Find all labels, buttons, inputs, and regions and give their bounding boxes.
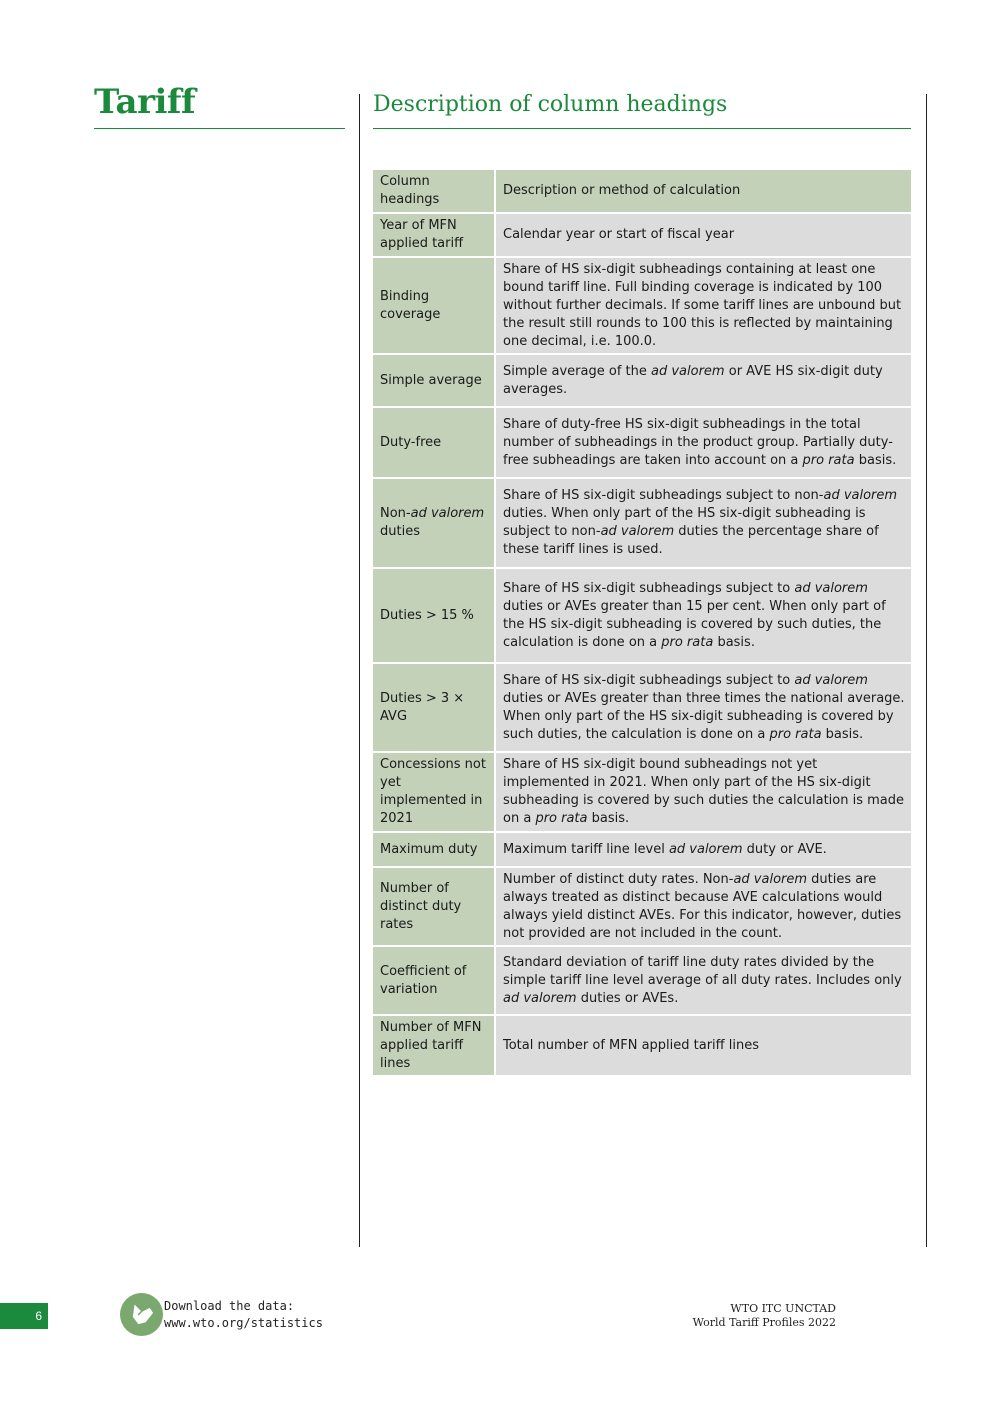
column-headings-table <box>373 170 911 1077</box>
description-cell: Simple average of the ad valorem or AVE HS six-digit duty averages. <box>495 354 911 407</box>
description-cell: Calendar year or start of fiscal year <box>495 213 911 257</box>
heading-cell: Year of MFN applied tariff <box>373 213 495 257</box>
heading-cell: Duties > 15 % <box>373 568 495 663</box>
table-header-row <box>373 170 911 213</box>
download-link[interactable] <box>164 1298 323 1332</box>
table-row <box>373 354 911 407</box>
hand-pointer-icon <box>120 1293 163 1336</box>
table-row <box>373 867 911 946</box>
column-divider-right <box>926 94 927 1247</box>
table-row <box>373 663 911 752</box>
description-cell: Maximum tariff line level ad valorem duty or AVE. <box>495 832 911 867</box>
table-row <box>373 946 911 1015</box>
column-divider-left <box>359 94 360 1247</box>
heading-cell: Concessions not yet implemented in 2021 <box>373 752 495 832</box>
publication-info <box>693 1302 836 1330</box>
download-url[interactable]: www.wto.org/statistics <box>164 1316 323 1330</box>
description-cell: Total number of MFN applied tariff lines <box>495 1015 911 1076</box>
table-row <box>373 478 911 568</box>
table-row <box>373 832 911 867</box>
description-cell: Share of HS six-digit subheadings subject to ad valorem duties or AVEs greater than three times the national average. When only part of the HS six-digit subheading is covered by such duties, the calculation is done on a pro rata basis. <box>495 663 911 752</box>
heading-cell: Binding coverage <box>373 257 495 354</box>
table-header-cell: Column headings <box>373 170 495 213</box>
table-row <box>373 568 911 663</box>
description-cell: Share of HS six-digit subheadings containing at least one bound tariff line. Full binding coverage is indicated by 100 without further decimals. If some tariff lines are unbound but the result still rounds to 100 this is reflected by maintaining one decimal, i.e. 100.0. <box>495 257 911 354</box>
description-cell: Share of HS six-digit bound subheadings not yet implemented in 2021. When only part of the HS six-digit subheading is covered by such duties the calculation is made on a pro rata basis. <box>495 752 911 832</box>
heading-cell: Non-ad valorem duties <box>373 478 495 568</box>
section-title: Tariff <box>94 80 345 129</box>
description-cell: Number of distinct duty rates. Non-ad valorem duties are always treated as distinct because AVE calculations would always yield distinct AVEs. For this indicator, however, duties not provided are not included in the count. <box>495 867 911 946</box>
table-row <box>373 752 911 832</box>
heading-cell: Duty-free <box>373 407 495 478</box>
description-cell: Share of HS six-digit subheadings subject to ad valorem duties or AVEs greater than 15 per cent. When only part of the HS six-digit subheading is covered by such duties, the calculation is done on a pro rata basis. <box>495 568 911 663</box>
table-header-cell: Description or method of calculation <box>495 170 911 213</box>
page-title: Description of column headings <box>373 88 911 129</box>
table-row <box>373 213 911 257</box>
description-cell: Standard deviation of tariff line duty rates divided by the simple tariff line level average of all duty rates. Includes only ad valorem duties or AVEs. <box>495 946 911 1015</box>
table-row <box>373 407 911 478</box>
download-label: Download the data: <box>164 1299 295 1313</box>
description-cell: Share of HS six-digit subheadings subject to non-ad valorem duties. When only part of the HS six-digit subheading is subject to non-ad valorem duties the percentage share of these tariff lines is used. <box>495 478 911 568</box>
heading-cell: Maximum duty <box>373 832 495 867</box>
table-row <box>373 1015 911 1076</box>
publisher-line: WTO ITC UNCTAD <box>730 1302 836 1315</box>
page-number: 6 <box>0 1303 48 1329</box>
heading-cell: Simple average <box>373 354 495 407</box>
description-cell: Share of duty-free HS six-digit subheadings in the total number of subheadings in the product group. Partially duty-free subheadings are taken into account on a pro rata basis. <box>495 407 911 478</box>
heading-cell: Number of distinct duty rates <box>373 867 495 946</box>
publication-line: World Tariff Profiles 2022 <box>692 1316 836 1329</box>
heading-cell: Duties > 3 × AVG <box>373 663 495 752</box>
table-row <box>373 257 911 354</box>
heading-cell: Number of MFN applied tariff lines <box>373 1015 495 1076</box>
heading-cell: Coefficient of variation <box>373 946 495 1015</box>
download-icon[interactable] <box>120 1293 163 1336</box>
